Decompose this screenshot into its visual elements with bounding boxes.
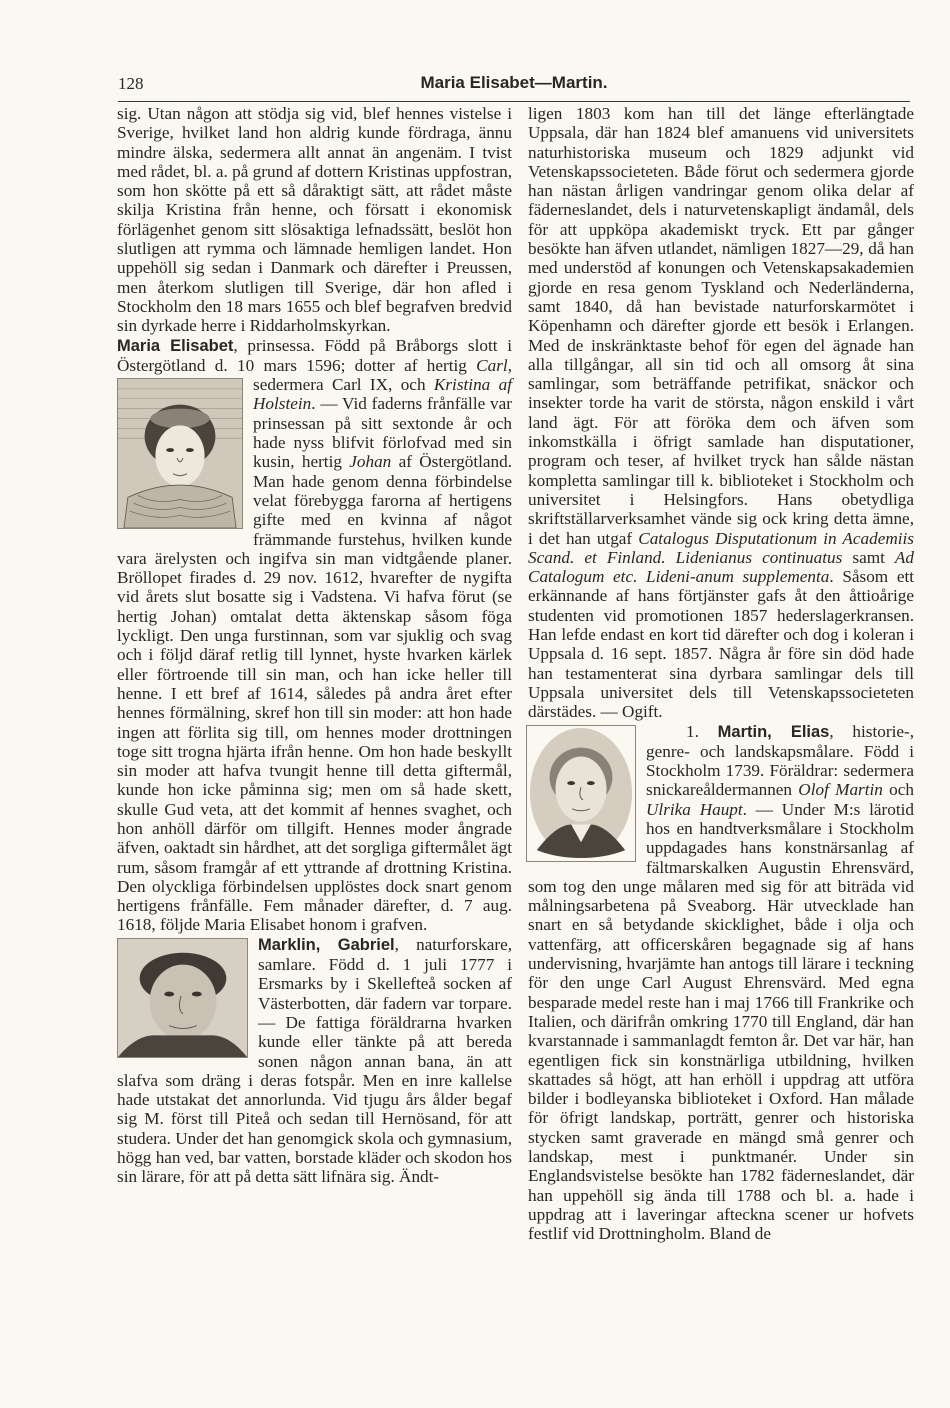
page-header xyxy=(118,70,910,100)
entry-heading: Maria Elisabet xyxy=(117,336,234,355)
name-ulrika-haupt: Ulrika Haupt xyxy=(646,799,743,819)
paragraph-continuation: sig. Utan någon att stödja sig vid, blef hennes vistelse i Sverige, hvilket land hon aldrig kunde fördraga, ännu mindre älska, sedermera allt annat än angenäm. I tvist med rådet, bl. a. på grund af dottern Kristinas uppfostran, som hon skötte på ett så dåraktigt sätt, att rådet måste skilja Kristina från henne, och försatt i ekonomisk förlägenhet genom sitt slösaktiga lefnadssätt, beslöt hon slutligen att rymma och lämnade hemligen landet. Hon uppehöll sig sedan i Danmark och därefter i Preussen, men återkom slutligen till Sverige, där hon afled i Stockholm den 18 mars 1655 och blef begrafven bredvid sin dyrkade herre i Riddarholmskyrkan. xyxy=(117,104,512,336)
title-supplementa: Ad Catalogum etc. Lideni-anum supplementa xyxy=(528,547,915,587)
right-column xyxy=(528,104,914,1244)
entry-number: 1. xyxy=(686,721,699,741)
name-carl: Carl xyxy=(476,355,508,375)
entry-heading: Marklin, Gabriel xyxy=(258,935,395,954)
portrait-gabriel-marklin-icon xyxy=(117,938,248,1058)
title-catalogus: Catalogus Disputationum in Academiis Scand. et Finland. Lidenianus continuatus xyxy=(528,528,914,567)
portrait-maria-elisabet-icon xyxy=(117,378,243,529)
name-johan: Johan xyxy=(349,452,392,472)
header-rule xyxy=(118,101,910,102)
running-head: Maria Elisabet—Martin. xyxy=(420,73,608,92)
entry-marklin: Marklin, Gabriel , naturforskare, samlare. Född d. 1 juli 1777 i Ersmarks by i Skellefteå socken af Västerbotten, där fadern var torpare. — De fattiga föräldrarna hvarken kunde eller tänkte på att bereda sonen någon annan bana, än att slafva som dräng i deras fotspår. Men en inre kallelse hade utstakat det annorlunda. Vid tjugu års ålder begaf sig M. först till Piteå och sedan till Hernösand, för att studera. Under det han genomgick skola och gymnasium, högg han ved, bar vatten, borstade kläder och skodon hos sin lärare, för att på detta sätt lifnära sig. Ändt- xyxy=(117,934,512,1187)
left-column xyxy=(117,104,512,1187)
portrait-elias-martin-icon xyxy=(526,725,636,862)
entry-martin: 1. Martin, Elias , historie-, genre- och landskapsmålare. Född i Stockholm 1739. Föräldrar: sedermera snickareåldermannen Olof Martin och Ulrika Haupt. — Under M:s lärotid hos en handtverksmålare i Stockholm uppdagades hans konstnärsanlag af fältmarskalken Augustin Ehrensvärd, som tog den unge målaren med sig för att biträda vid målningsarbetena på Sveaborg. Här utvecklade han snart en så betydande skicklighet, både i olja och vattenfärg, att officerskåren begagnade sig af hans undervisning, hvarjämte han antogs till lärare i teckning för den unge Carl August Ehrensvärd. Med egna besparade medel reste han i maj 1766 till Frankrike och Italien, och därifrån omkring 1770 till England, där han kvarstannade i sammanlagdt femton år. Det var här, han egentligen fick sin konstnärliga utbildning, hvilken skattades så högt, att han erhöll i uppdrag att utföra bilder i bodleyanska biblioteket i Oxford. Han målade för öfrigt landskap, porträtt, genrer och historiska stycken samt graverade en mängd små genrer och landskap, mest i punktmanér. Under sin Englandsvistelse besökte han 1782 fäderneslandet, där han uppehöll sig ända till 1788 och bl. a. hade i uppdrag att i laveringar afteckna scener ur hofvets festlif vid Drottningholm. Bland de xyxy=(528,721,915,1244)
man-portrait-icon xyxy=(527,726,635,861)
entry-heading: Martin, Elias xyxy=(717,722,830,741)
name-kristina: Kristina af Holstein xyxy=(253,375,512,414)
page-number: 128 xyxy=(118,74,144,93)
name-olof-martin: Olof Martin xyxy=(798,780,883,800)
entry-maria-elisabet: Maria Elisabet, prinsessa. Född på Bråborgs slott i Östergötland d. 10 mars 1596; dotter af hertig Carl, sedermera Carl IX, och Kristina af Holstein. — Vid faderns frånfälle var prinsessan på sitt sextonde år och hade nyss blifvit förlofvad med sin kusin, hertig Johan af Östergötland. Man hade genom denna förbindelse velat förebygga farorna af hertigens gifte med en kvinna af något främmande furstehus, hvilken kunde vara ärelysten och ingifva sin man vidtgående planer. Bröllopet firades d. 29 nov. 1612, hvarefter de nygifta vid årets slut bosatte sig i Vadstena. Vi hafva förut (se hertig Johan) omtalat detta äktenskap såsom föga lyckligt. Den unga furstinnan, som var sjuklig och svag och i följd däraf retlig till lynnet, hyste hvarken kärlek eller förtroende till sin man, och han icke heller till henne. I ett bref af 1614, således på andra året efter hennes förmälning, skref hon till sin moder: att hon hade ingen att förlita sig till, om hennes moder drottningen toge sitt trogna hjärta ifrån henne. Om hon hade beskyllt sin moder att hafva tvungit henne till detta giftermål, kunde hon icke påminna sig; men om så hade skett, skulle Gud veta, att det kommit af hennes svaghet, och hon anhöll därför om tillgift. Hennes moder ångrade äfven, oaktadt sin hårdhet, att det sorgliga giftermålet ägt rum, såsom framgår af ett yttrande af drottning Kristina. Den olyckliga förbindelsen upplöstes dock snart genom hertigens frånfälle. Fem månader därefter, d. 7 aug. 1618, följde Maria Elisabet honom i grafven. xyxy=(117,335,513,935)
old-man-portrait-icon xyxy=(118,939,247,1057)
marklin-continuation: ligen 1803 kom han till det länge efterlängtade Uppsala, där han 1824 blef amanuens vid universitets naturhistoriska museum och 1829 adjunkt vid Vetenskapssocieteten. Både förut och sedermera gjorde han nästan årligen vandringar genom olika delar af fäderneslandet, dels i naturvetenskapligt ändamål, dels för att uppköpa akademiskt tryck. Ett par gånger besökte han äfven utlandet, nämligen 1827—29, då han med understöd af konungen och Vetenskapsakademien gjorde en resa genom Tyskland och Nederländerna, samt 1840, då han bevistade naturforskarmötet i Köpenhamn och därefter gjorde ett besök i Erlangen. Med de inskränktaste behof för egen del ägnade han alla tillgångar, all sin tid och all omsorg åt sina samlingar, som beträffande petrifikat, snäckor och insekter torde ha varit de största, någon enskild i vårt land ägt. För att föröka dem och äfven som inkomstkälla i öfrigt samlade han disputationer, program och teser, af hvilket tryck han sålde nästan kompletta samlingar till k. biblioteket i Stockholm och universitet i Helsingfors. Hans obetydliga skriftställarverksamhet vände sig ock kring detta ämne, i det han utgaf Catalogus Disputationum in Academiis Scand. et Finland. Lidenianus continuatus samt Ad Catalogum etc. Lideni-anum supplementa. Såsom ett erkännande af hans förtjänster gafs åt den åttioårige studenten vid promotionen 1857 hederslagerkransen. Han lefde endast en kort tid därefter och dog i koleran i Uppsala d. 16 sept. 1857. Några år före sin död hade han testamenterat sina dyrbara samlingar dels till Uppsala universitet dels till Vetenskapssocieteten därstädes. — Ogift. xyxy=(528,104,915,722)
woman-portrait-icon xyxy=(118,379,242,528)
